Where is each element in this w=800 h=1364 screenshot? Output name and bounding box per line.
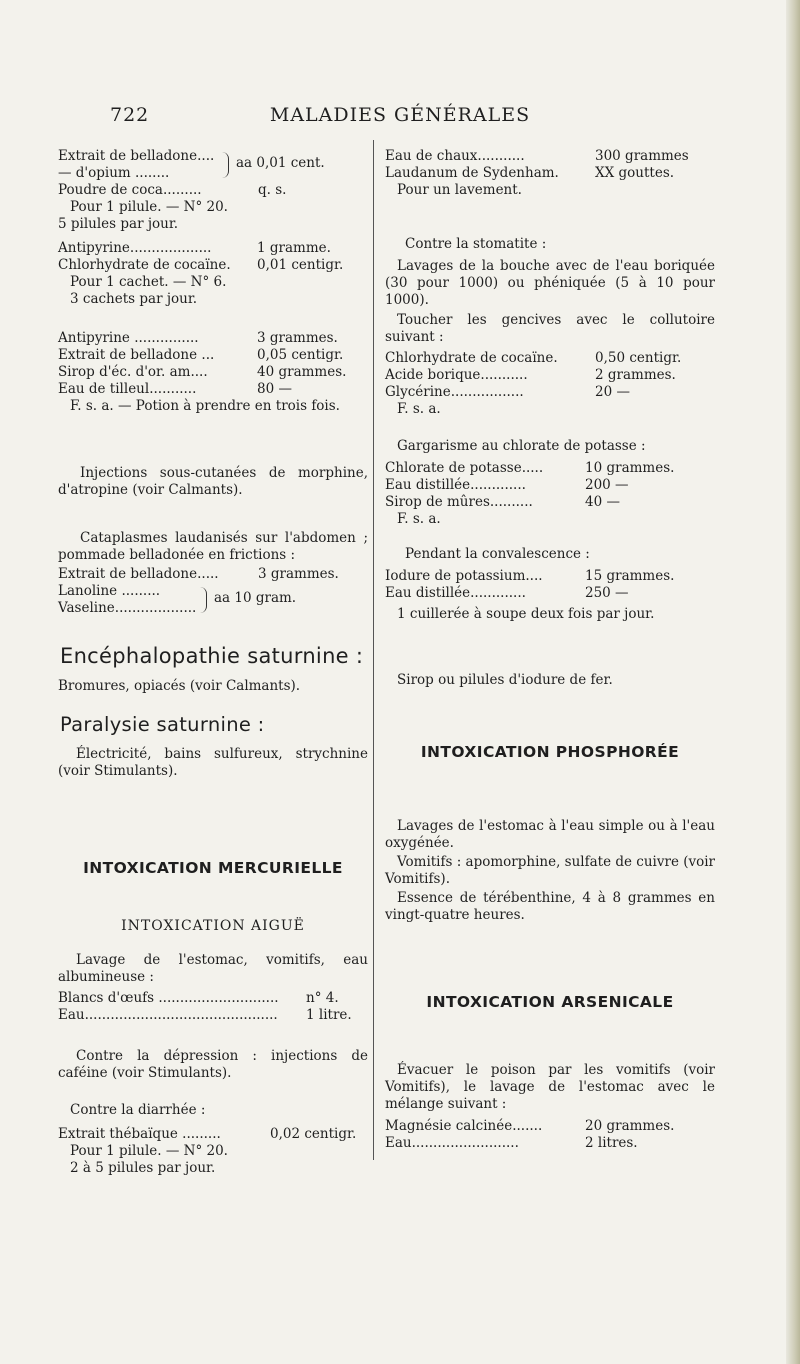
brace xyxy=(200,587,207,613)
page-number: 722 xyxy=(110,104,150,126)
rx-value: 0,02 centigr. xyxy=(270,1126,357,1142)
rx-value: 300 grammes xyxy=(595,148,689,164)
rx-line: — d'opium ........ xyxy=(58,165,170,181)
paragraph-essence: Essence de térébenthine, 4 à 8 grammes en vingt-quatre heures. xyxy=(385,890,715,923)
rx-note: 5 pilules par jour. xyxy=(58,216,179,232)
paragraph-convalescence: Pendant la convalescence : xyxy=(405,546,590,562)
heading-encephalopathie: Encéphalopathie saturnine : xyxy=(60,644,364,668)
rx-line: Extrait de belladone.... xyxy=(58,148,215,164)
rx-line: Poudre de coca......... xyxy=(58,182,202,198)
rx-value: 1 gramme. xyxy=(257,240,331,256)
heading-intoxication-aigue: INTOXICATION AIGUË xyxy=(121,918,305,934)
running-title: MALADIES GÉNÉRALES xyxy=(269,104,531,126)
rx-line: Glycérine................. xyxy=(385,384,524,400)
rx-value: 0,01 centigr. xyxy=(257,257,344,273)
paragraph-cataplasmes: Cataplasmes laudanisés sur l'abdomen ; pommade belladonée en frictions : xyxy=(58,530,368,563)
rx-line: Sirop d'éc. d'or. am.... xyxy=(58,364,208,380)
paragraph-lavages-bouche: Lavages de la bouche avec de l'eau boriquée (30 pour 1000) ou phéniquée (5 à 10 pour 1000). xyxy=(385,258,715,308)
brace xyxy=(222,152,229,178)
rx-value: 0,05 centigr. xyxy=(257,347,344,363)
rx-note: 2 à 5 pilules par jour. xyxy=(70,1160,216,1176)
paragraph-lavages-estomac: Lavages de l'estomac à l'eau simple ou à l'eau oxygénée. xyxy=(385,818,715,851)
rx-value: 0,50 centigr. xyxy=(595,350,682,366)
rx-line: Sirop de mûres.......... xyxy=(385,494,533,510)
rx-value: 40 — xyxy=(585,494,620,510)
rx-line: Lanoline ......... xyxy=(58,583,161,599)
rx-line: Eau de tilleul........... xyxy=(58,381,197,397)
rx-value: n° 4. xyxy=(306,990,339,1006)
prescription-pommade xyxy=(40,566,368,617)
heading-intoxication-arsenicale: INTOXICATION ARSENICALE xyxy=(426,993,674,1011)
rx-note: 1 cuillerée à soupe deux fois par jour. xyxy=(397,606,655,622)
rx-note: 3 cachets par jour. xyxy=(70,291,198,307)
rx-note: F. s. a. xyxy=(397,401,441,417)
rx-value: 15 grammes. xyxy=(585,568,675,584)
rx-line: Extrait thébaïque ......... xyxy=(58,1126,221,1142)
paragraph-vomitifs: Vomitifs : apomorphine, sulfate de cuivre (voir Vomitifs). xyxy=(385,854,716,887)
rx-value: q. s. xyxy=(258,182,287,198)
rx-value: 10 grammes. xyxy=(585,460,675,476)
heading-paralysie: Paralysie saturnine : xyxy=(60,713,265,736)
paragraph-injections: Injections sous-cutanées de morphine, d'atropine (voir Calmants). xyxy=(58,465,368,498)
prescription-thebaique xyxy=(40,1126,368,1177)
rx-line: Eau distillée............. xyxy=(385,477,526,493)
rx-value: 250 — xyxy=(585,585,629,601)
heading-intoxication-phosphoree: INTOXICATION PHOSPHORÉE xyxy=(420,743,680,761)
left-column xyxy=(40,0,368,1364)
prescription-gargarisme xyxy=(385,460,715,528)
prescription-blancs xyxy=(40,990,368,1024)
rx-line: Eau de chaux........... xyxy=(385,148,525,164)
paragraph-diarrhee: Contre la diarrhée : xyxy=(70,1102,206,1118)
rx-line: Vaseline................... xyxy=(58,600,197,616)
prescription-magnesie xyxy=(385,1118,715,1152)
rx-note: Pour 1 pilule. — N° 20. xyxy=(70,199,228,215)
rx-line: Chlorhydrate de cocaïne. xyxy=(385,350,558,366)
rx-line: Eau............................................. xyxy=(58,1007,278,1023)
rx-line: Acide borique........... xyxy=(385,367,528,383)
paragraph-gargarisme: Gargarisme au chlorate de potasse : xyxy=(397,438,646,454)
paragraph-stomatite: Contre la stomatite : xyxy=(405,236,547,252)
rx-line: Extrait de belladone..... xyxy=(58,566,219,582)
right-column xyxy=(385,0,715,1364)
rx-line: Laudanum de Sydenham. xyxy=(385,165,559,181)
rx-line: Eau......................... xyxy=(385,1135,519,1151)
rx-line: Eau distillée............. xyxy=(385,585,526,601)
page-edge xyxy=(786,0,800,1364)
paragraph-lavage: Lavage de l'estomac, vomitifs, eau albumineuse : xyxy=(58,952,368,985)
rx-line: Antipyrine................... xyxy=(58,240,212,256)
rx-value: 80 — xyxy=(257,381,292,397)
rx-value: 2 litres. xyxy=(585,1135,638,1151)
prescription-potion xyxy=(40,330,368,415)
rx-line: Chlorate de potasse..... xyxy=(385,460,544,476)
rx-line: Extrait de belladone ... xyxy=(58,347,215,363)
rx-value: aa 0,01 cent. xyxy=(236,155,325,171)
rx-value: 2 grammes. xyxy=(595,367,676,383)
rx-value: 20 grammes. xyxy=(585,1118,675,1134)
rx-line: Iodure de potassium.... xyxy=(385,568,543,584)
column-divider xyxy=(373,140,374,1160)
paragraph-depression: Contre la dépression : injections de caféine (voir Stimulants). xyxy=(58,1048,368,1081)
paragraph-toucher: Toucher les gencives avec le collutoire suivant : xyxy=(385,312,715,345)
rx-value: 3 grammes. xyxy=(258,566,339,582)
prescription-iodure xyxy=(385,568,715,623)
rx-value: 200 — xyxy=(585,477,629,493)
prescription-collutoire xyxy=(385,350,715,418)
rx-note: F. s. a. — Potion à prendre en trois fois. xyxy=(70,398,340,414)
rx-line: Magnésie calcinée....... xyxy=(385,1118,543,1134)
prescription-lavement xyxy=(385,148,715,199)
rx-value: 3 grammes. xyxy=(257,330,338,346)
paragraph-electricite: Électricité, bains sulfureux, strychnine (voir Stimulants). xyxy=(58,746,368,779)
rx-line: Blancs d'œufs ............................ xyxy=(58,990,279,1006)
rx-value: 40 grammes. xyxy=(257,364,347,380)
heading-intoxication-mercurielle: INTOXICATION MERCURIELLE xyxy=(83,859,343,877)
rx-note: Pour 1 pilule. — N° 20. xyxy=(70,1143,228,1159)
prescription-belladone-opium xyxy=(40,148,368,233)
rx-note: Pour un lavement. xyxy=(397,182,522,198)
rx-value: 1 litre. xyxy=(306,1007,352,1023)
rx-line: Chlorhydrate de cocaïne. xyxy=(58,257,231,273)
rx-value: 20 — xyxy=(595,384,630,400)
rx-value: XX gouttes. xyxy=(595,165,675,181)
paragraph-bromures: Bromures, opiacés (voir Calmants). xyxy=(58,678,301,694)
rx-line: Antipyrine ............... xyxy=(58,330,199,346)
paragraph-evacuer: Évacuer le poison par les vomitifs (voir Vomitifs), le lavage de l'estomac avec le mélange suivant : xyxy=(385,1062,715,1112)
rx-value: aa 10 gram. xyxy=(214,590,297,606)
rx-note: Pour 1 cachet. — N° 6. xyxy=(70,274,227,290)
rx-note: F. s. a. xyxy=(397,511,441,527)
prescription-antipyrine-cocaine xyxy=(40,240,368,308)
paragraph-sirop: Sirop ou pilules d'iodure de fer. xyxy=(397,672,613,688)
